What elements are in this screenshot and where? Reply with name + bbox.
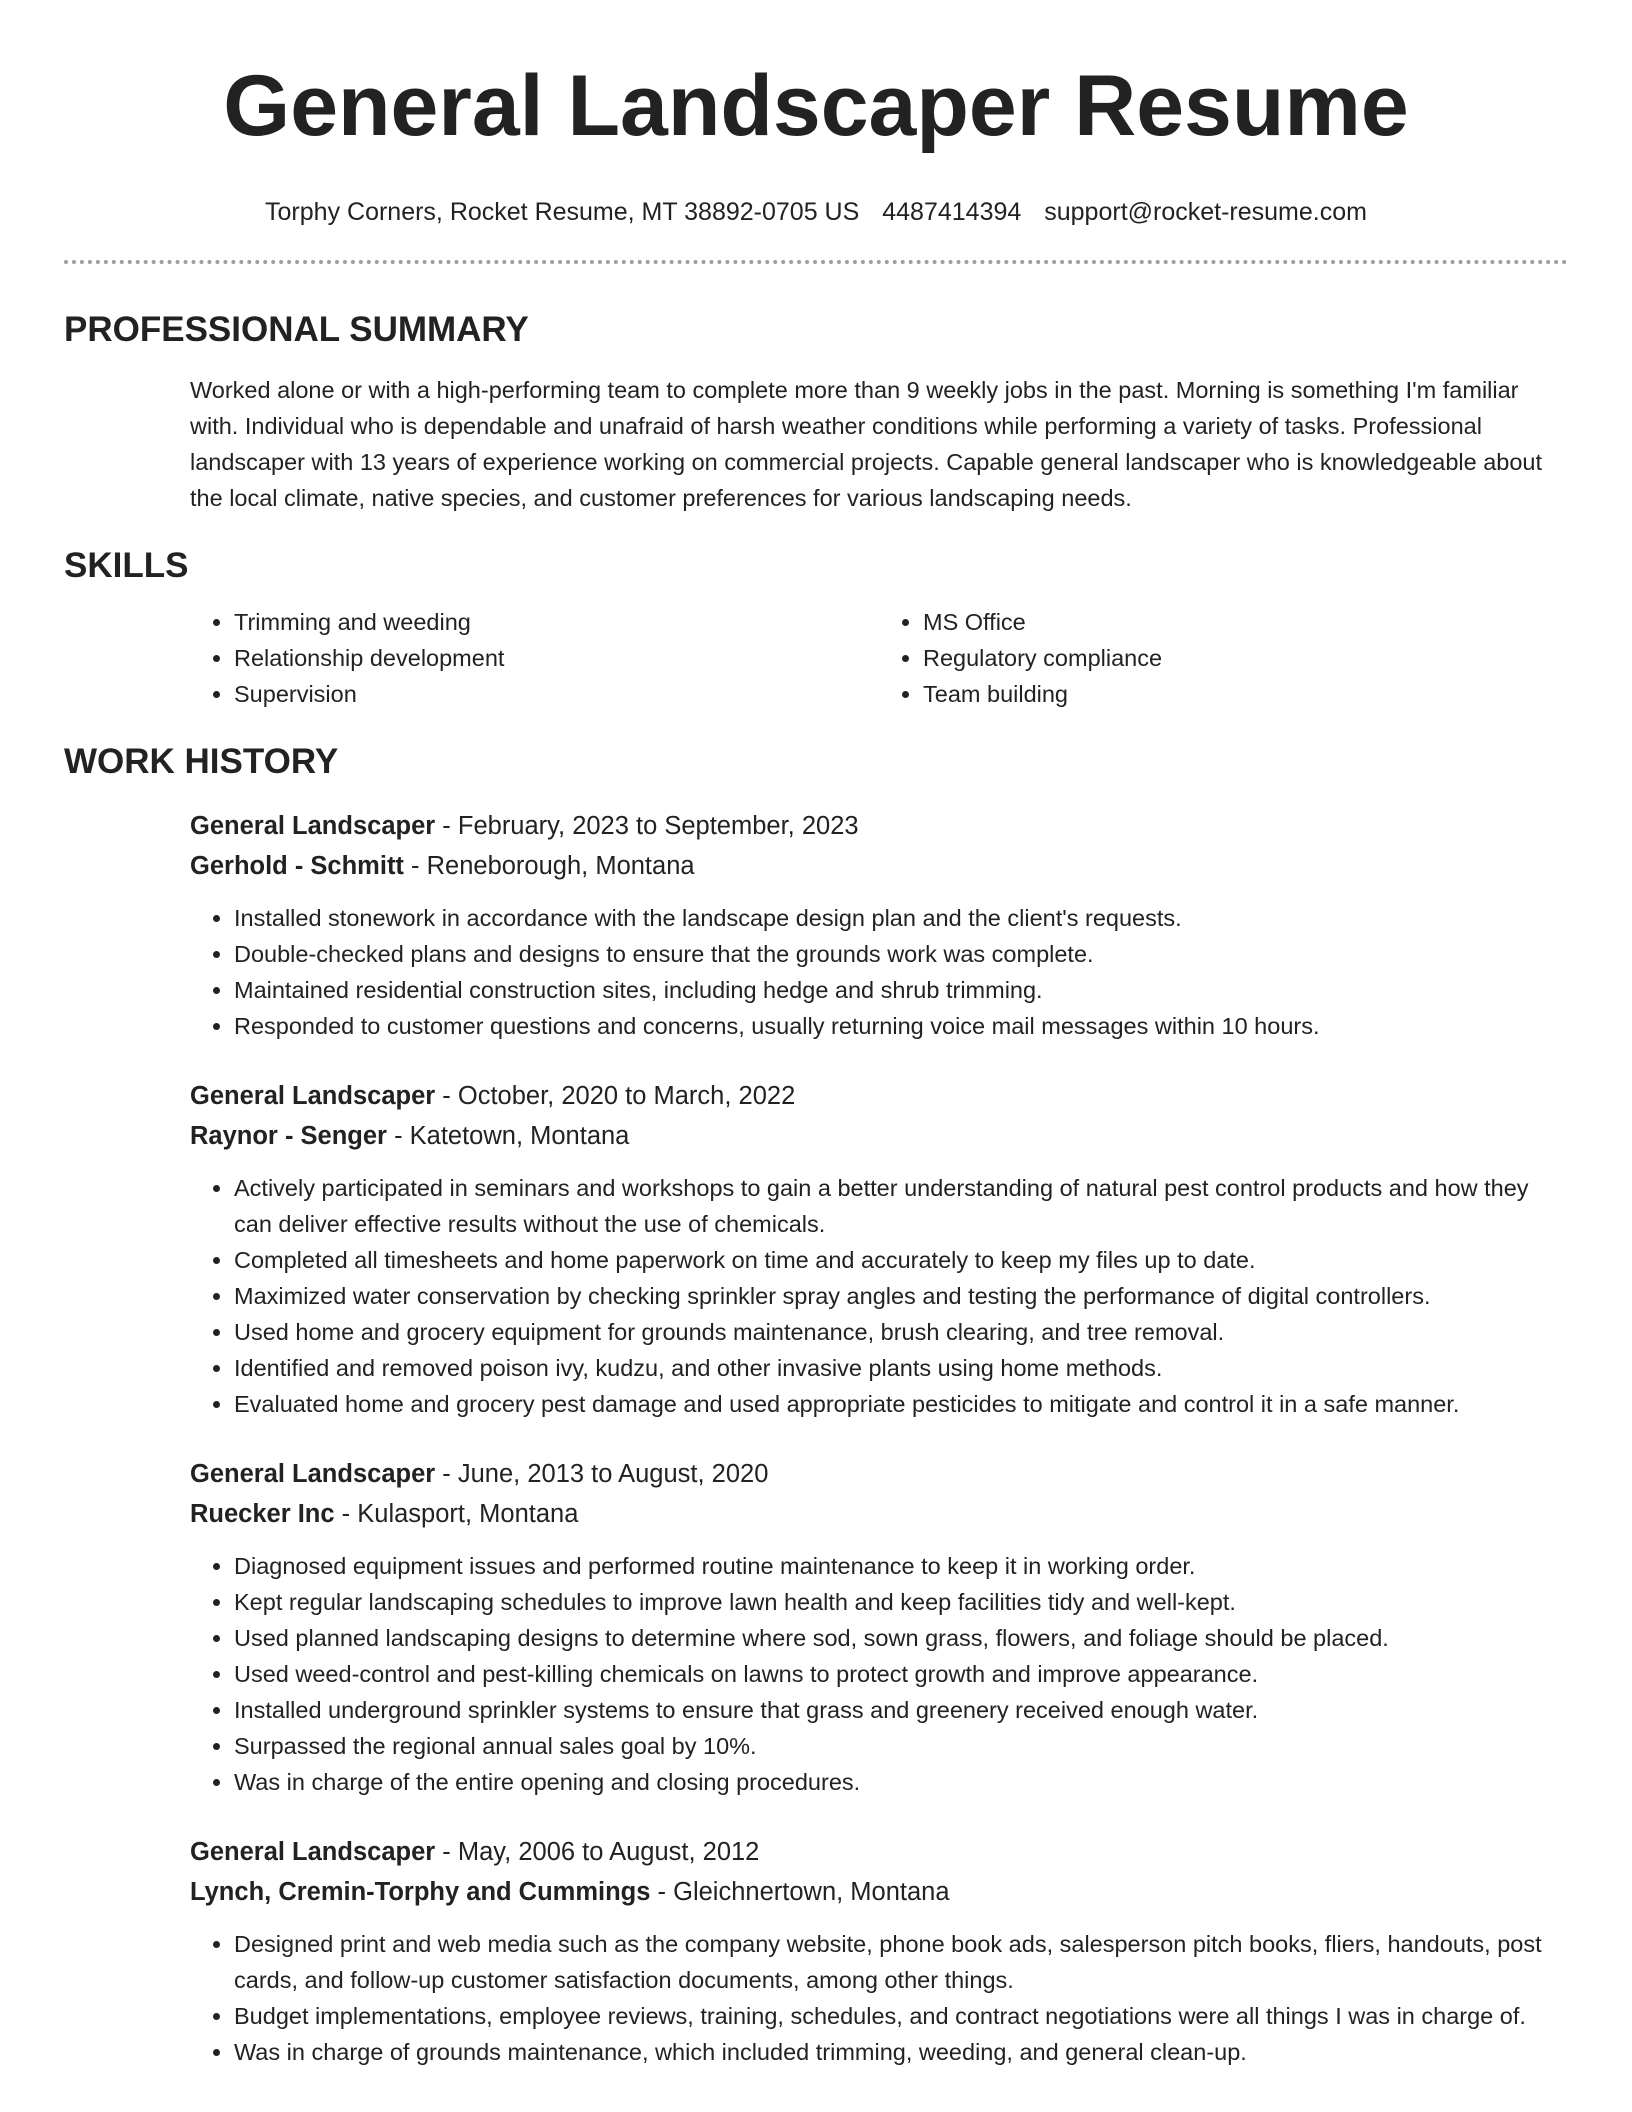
skill-item: • MS Office bbox=[923, 604, 1568, 640]
job-company-line bbox=[190, 1116, 1568, 1156]
job-duty: • Used planned landscaping designs to determine where sod, sown grass, flowers, and foliage should be placed. bbox=[234, 1620, 1568, 1656]
job-duty: • Was in charge of the entire opening and closing procedures. bbox=[234, 1764, 1568, 1800]
job-duty: • Diagnosed equipment issues and performed routine maintenance to keep it in working order. bbox=[234, 1548, 1568, 1584]
job-company: Raynor - Senger bbox=[190, 1122, 387, 1150]
job-entry bbox=[190, 1454, 1568, 1800]
resume-title: General Landscaper Resume bbox=[223, 58, 1409, 154]
job-duty: • Used weed-control and pest-killing chemicals on lawns to protect growth and improve appearance. bbox=[234, 1656, 1568, 1692]
job-dates: - October, 2020 to March, 2022 bbox=[442, 1082, 796, 1110]
job-duty: • Maintained residential construction sites, including hedge and shrub trimming. bbox=[234, 972, 1568, 1008]
contact-address: Torphy Corners, Rocket Resume, MT 38892-0705 US bbox=[265, 198, 860, 226]
job-duties bbox=[190, 1548, 1568, 1800]
skill-item: • Supervision bbox=[234, 676, 879, 712]
job-duty: • Maximized water conservation by checking sprinkler spray angles and testing the performance of digital controllers. bbox=[234, 1278, 1568, 1314]
skill-item: • Relationship development bbox=[234, 640, 879, 676]
job-title: General Landscaper bbox=[190, 1838, 436, 1866]
job-title-line bbox=[190, 1454, 1568, 1494]
job-duty: • Completed all timesheets and home paperwork on time and accurately to keep my files up to date. bbox=[234, 1242, 1568, 1278]
job-dates: - June, 2013 to August, 2020 bbox=[442, 1460, 769, 1488]
job-location: - Katetown, Montana bbox=[394, 1122, 630, 1150]
work-history-heading: WORK HISTORY bbox=[64, 742, 339, 781]
job-location: - Reneborough, Montana bbox=[411, 852, 695, 880]
job-entry bbox=[190, 806, 1568, 1044]
job-duty: • Designed print and web media such as the company website, phone book ads, salesperson pitch books, fliers, handouts, post cards, and follow-up customer satisfaction documents, among other things. bbox=[234, 1926, 1568, 1998]
skill-item: • Team building bbox=[923, 676, 1568, 712]
job-title: General Landscaper bbox=[190, 1082, 436, 1110]
job-duty: • Installed stonework in accordance with the landscape design plan and the client's requests. bbox=[234, 900, 1568, 936]
skills-heading: SKILLS bbox=[64, 546, 189, 585]
job-company-line bbox=[190, 1872, 1568, 1912]
job-duty: • Budget implementations, employee reviews, training, schedules, and contract negotiations were all things I was in charge of. bbox=[234, 1998, 1568, 2034]
job-duty: • Installed underground sprinkler systems to ensure that grass and greenery received enough water. bbox=[234, 1692, 1568, 1728]
job-duties bbox=[190, 1170, 1568, 1422]
job-duty: • Actively participated in seminars and workshops to gain a better understanding of natural pest control products and how they can deliver effective results without the use of chemicals. bbox=[234, 1170, 1568, 1242]
job-title: General Landscaper bbox=[190, 812, 436, 840]
job-dates: - February, 2023 to September, 2023 bbox=[442, 812, 859, 840]
job-company-line bbox=[190, 1494, 1568, 1534]
job-location: - Gleichnertown, Montana bbox=[657, 1878, 950, 1906]
skills-column-right bbox=[879, 604, 1568, 712]
job-title-line bbox=[190, 1832, 1568, 1872]
job-entry bbox=[190, 1832, 1568, 2070]
job-title-line bbox=[190, 806, 1568, 846]
summary-heading: PROFESSIONAL SUMMARY bbox=[64, 310, 529, 349]
contact-line bbox=[64, 196, 1568, 228]
job-duties bbox=[190, 1926, 1568, 2070]
header-divider bbox=[64, 260, 1568, 264]
job-duty: • Kept regular landscaping schedules to improve lawn health and keep facilities tidy and well-kept. bbox=[234, 1584, 1568, 1620]
job-duty: • Was in charge of grounds maintenance, which included trimming, weeding, and general clean-up. bbox=[234, 2034, 1568, 2070]
job-dates: - May, 2006 to August, 2012 bbox=[442, 1838, 760, 1866]
summary-section bbox=[190, 372, 1568, 516]
job-company: Lynch, Cremin-Torphy and Cummings bbox=[190, 1878, 651, 1906]
job-title: General Landscaper bbox=[190, 1460, 436, 1488]
job-company: Ruecker Inc bbox=[190, 1500, 335, 1528]
job-company-line bbox=[190, 846, 1568, 886]
job-duty: • Evaluated home and grocery pest damage and used appropriate pesticides to mitigate and control it in a safe manner. bbox=[234, 1386, 1568, 1422]
job-entry bbox=[190, 1076, 1568, 1422]
skills-list bbox=[190, 604, 1568, 712]
job-duty: • Surpassed the regional annual sales goal by 10%. bbox=[234, 1728, 1568, 1764]
skills-column-left bbox=[190, 604, 879, 712]
job-duty: • Identified and removed poison ivy, kudzu, and other invasive plants using home methods. bbox=[234, 1350, 1568, 1386]
summary-text: Worked alone or with a high-performing team to complete more than 9 weekly jobs in the past. Morning is something I'm familiar with. Individual who is dependable and unafraid of harsh weather conditions while performing a variety of tasks. Professional landscaper with 13 years of experience working on commercial projects. Capable general landscaper who is knowledgeable about the local climate, native species, and customer preferences for various landscaping needs. bbox=[190, 377, 1543, 511]
job-duty: • Used home and grocery equipment for grounds maintenance, brush clearing, and tree removal. bbox=[234, 1314, 1568, 1350]
job-title-line bbox=[190, 1076, 1568, 1116]
job-duty: • Responded to customer questions and concerns, usually returning voice mail messages within 10 hours. bbox=[234, 1008, 1568, 1044]
job-duties bbox=[190, 900, 1568, 1044]
job-duty: • Double-checked plans and designs to ensure that the grounds work was complete. bbox=[234, 936, 1568, 972]
job-company: Gerhold - Schmitt bbox=[190, 852, 404, 880]
skill-item: • Trimming and weeding bbox=[234, 604, 879, 640]
skill-item: • Regulatory compliance bbox=[923, 640, 1568, 676]
contact-phone: 4487414394 bbox=[882, 198, 1022, 226]
work-history-section bbox=[190, 806, 1568, 2070]
job-location: - Kulasport, Montana bbox=[341, 1500, 579, 1528]
contact-email: support@rocket-resume.com bbox=[1044, 198, 1367, 226]
